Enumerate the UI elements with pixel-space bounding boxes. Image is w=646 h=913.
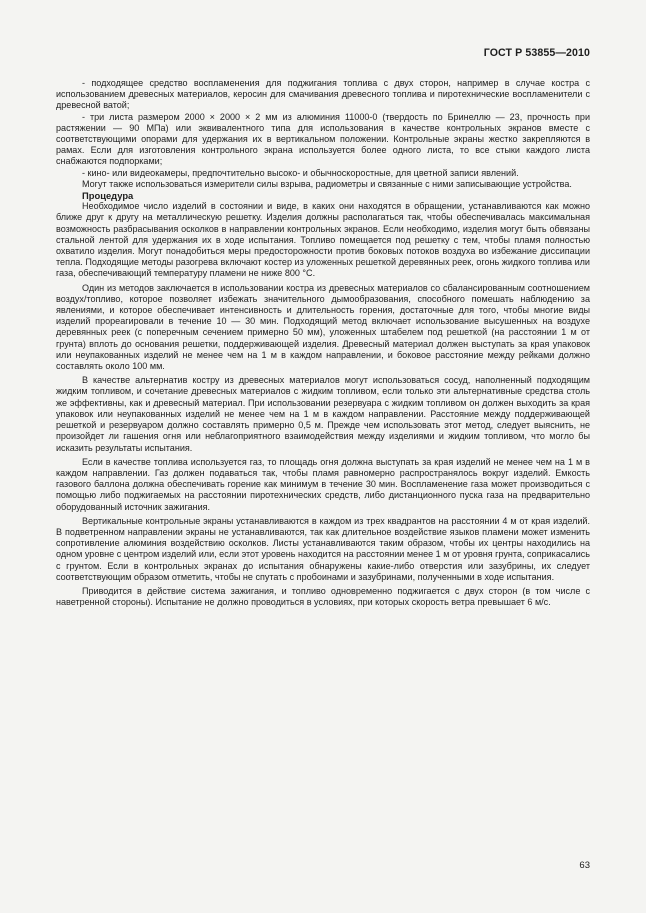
section-heading-procedure: Процедура <box>82 190 134 202</box>
paragraph-liquid-fuel: В качестве альтернатив костру из древесных материалов могут использоваться сосуд, наполненный подходящим жидким топливом, и сочетание древесных материалов с жидким топливом, если только эти альтернативные средства столь же эффективны, как и древесный материал. При использовании резервуара с жидким топливом он должен выходить за края упаковок или неупакованных изделий не менее чем на 1 м в каждом направлении. Расстояние между поддерживающей решеткой и резервуаром должно составлять примерно 0,5 м. Прежде чем использовать этот метод, следует выяснить, не произойдет ли гашения огня или неблагоприятного взаимодействия между изделиями и жидким топливом, что могло бы исказить результаты испытания. <box>56 375 590 453</box>
paragraph-wood-fire: Один из методов заключается в использовании костра из древесных материалов со сбалансированным соотношением воздух/топливо, которое позволяет избежать значительного дымообразования, способного помешать наблюдению за явлениями, и которое обеспечивает интенсивность и длительность горения, достаточные для того, чтобы многие виды изделий прореагировали в течение 10 — 30 мин. Подходящий метод включает использование высушенных на воздухе деревянных реек (с поперечным сечением примерно 50 мм), уложенных штабелем под решеткой (на расстоянии 1 м от грунта) вплоть до основания решетки, поддерживающей изделия. Древесный материал должен выступать за края упаковок или неупакованных изделий не менее чем на 1 м в каждом направлении, и боковое расстояние между рейками должно составлять около 100 мм. <box>56 282 590 372</box>
paragraph-gas-fuel: Если в качестве топлива используется газ, то площадь огня должна выступать за края изделий не менее чем на 1 м в каждом направлении. Газ должен подаваться так, чтобы пламя равномерно распространялось вокруг изделий. Емкость газового баллона должна обеспечивать горение как минимум в течение 30 мин. Воспламенение газа может производиться с помощью либо поджигаемых на расстоянии пиротехнических средств, либо дистанционного пуска газа на предварительно оборудованный источник зажигания. <box>56 456 590 512</box>
list-item-ignition: - подходящее средство воспламенения для поджигания топлива с двух сторон, например в случае костра с использованием древесных материалов, керосин для смачивания древесного топлива и пиротехнические воспламенители с древесной ватой; <box>56 78 590 111</box>
paragraph-witness-screens: Вертикальные контрольные экраны устанавливаются в каждом из трех квадрантов на расстоянии 4 м от края изделий. В подветренном направлении экраны не устанавливаются, так как длительное воздействие языков пламени может изменить сопротивление алюминия воздействию осколков. Листы устанавливаются таким образом, чтобы их центры находились на одном уровне с центром изделий или, если этот уровень находится на расстоянии менее 1 м от уровня грунта, соприкасались с грунтом. Если в контрольных экранах до испытания обнаружены какие-либо отверстия или зазубрины, их следует соответствующим образом отметить, чтобы не спутать с пробоинами и зазубринами, полученными в ходе испытания. <box>56 515 590 582</box>
list-item-aluminium-sheets: - три листа размером 2000 × 2000 × 2 мм из алюминия 11000-0 (твердость по Бринеллю — 23, прочность при растяжении — 90 МПа) или эквивалентного типа для использования в качестве контрольных экранов вместе с соответствующими опорами для удержания их в вертикальном положении. Контрольные экраны жестко закрепляются в рамах. Если для изготовления контрольного экрана используется более одного листа, то все стыки каждого листа снабжаются подпорками; <box>56 111 590 167</box>
paragraph-procedure-setup: Необходимое число изделий в состоянии и виде, в каких они находятся в обращении, устанавливаются как можно ближе друг к другу на металлическую решетку. Изделия должны располагаться так, чтобы обеспечивалась максимальная возможность разбрасывания осколков в направлении контрольных экранов. Если необходимо, изделия могут быть обвязаны стальной лентой для удержания их в ходе испытания. Топливо помещается под решетку с тем, чтобы пламя полностью охватило изделия. Могут понадобиться меры предосторожности против боковых потоков воздуха во избежание диссипации тепла. Подходящие методы разогрева включают костер из уложенных решеткой деревянных реек, огонь жидкого топлива или газа, обеспечивающий температуру пламени не ниже 800 °С. <box>56 201 590 279</box>
list-item-cameras: - кино- или видеокамеры, предпочтительно высоко- и обычноскоростные, для цветной записи явлений. <box>82 167 519 178</box>
standard-header: ГОСТ Р 53855—2010 <box>483 47 590 59</box>
page-number: 63 <box>579 860 590 871</box>
paragraph-ignition: Приводится в действие система зажигания, и топливо одновременно поджигается с двух сторон (в том числе с наветренной стороны). Испытание не должно проводиться в условиях, при которых скорость ветра превышает 6 м/с. <box>56 585 590 608</box>
document-body <box>56 78 590 608</box>
paragraph-measuring-devices: Могут также использоваться измерители силы взрыва, радиометры и связанные с ними записывающие устройства. <box>82 178 572 189</box>
